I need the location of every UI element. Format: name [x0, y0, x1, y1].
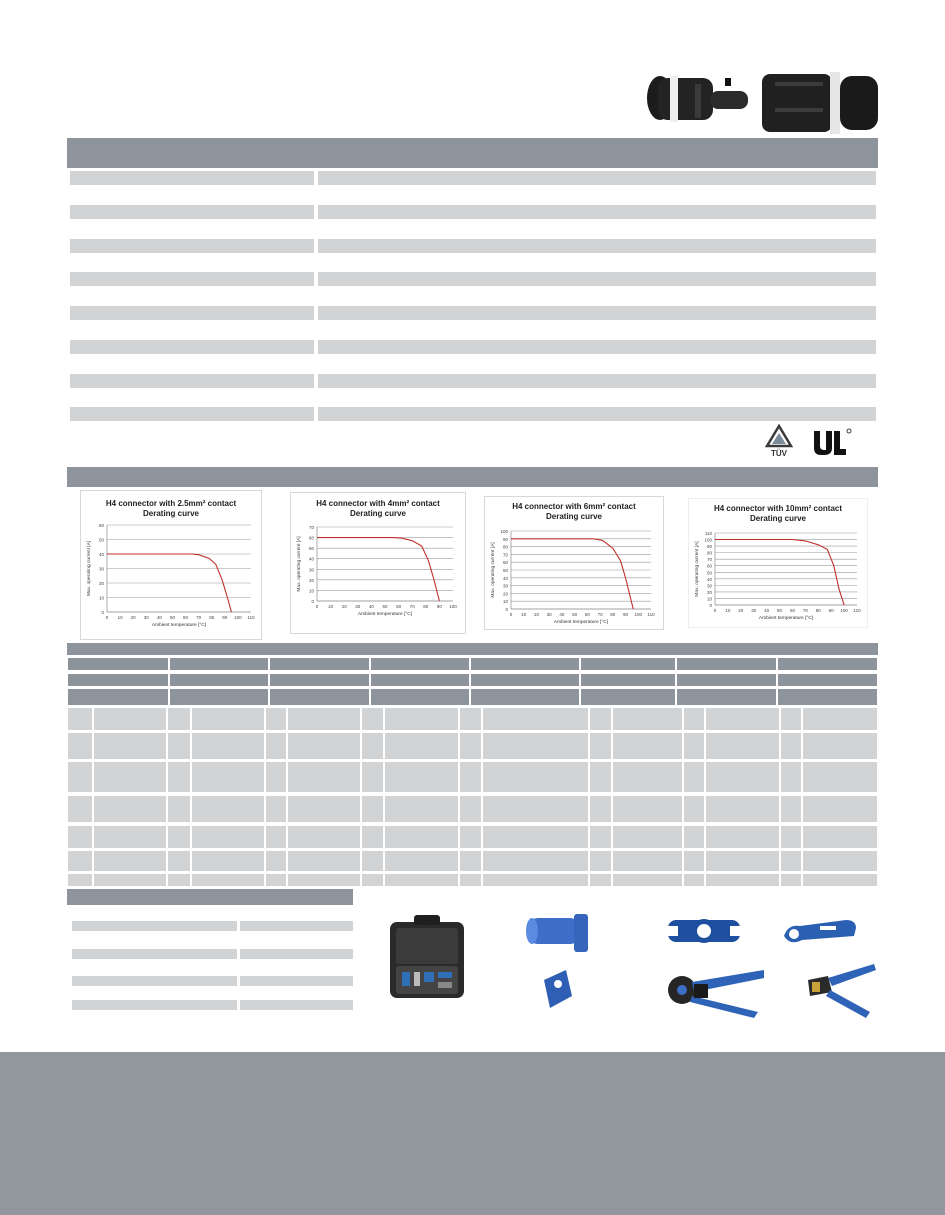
- ordering-cell: [385, 708, 458, 730]
- ordering-cell: [590, 733, 611, 759]
- ordering-header-cell: [68, 674, 168, 686]
- tools-row: [72, 921, 237, 931]
- tools-row: [240, 1000, 353, 1010]
- ordering-cell: [706, 851, 779, 871]
- ordering-header-cell: [68, 689, 168, 705]
- ordering-cell: [68, 874, 92, 886]
- ordering-header-cell: [170, 658, 268, 670]
- ordering-cell: [706, 762, 779, 792]
- spec-table-row: [318, 272, 876, 286]
- y-tick-label: 20: [308, 577, 314, 583]
- ordering-cell: [803, 762, 877, 792]
- ordering-cell: [590, 708, 611, 730]
- ordering-cell: [706, 796, 779, 822]
- ordering-cell: [460, 733, 481, 759]
- ordering-header-cell: [778, 674, 877, 686]
- tools-section-bar: [67, 889, 353, 905]
- x-tick-label: 40: [368, 604, 374, 609]
- ordering-cell: [706, 874, 779, 886]
- ordering-cell: [460, 708, 481, 730]
- y-tick-label: 60: [502, 560, 508, 566]
- y-tick-label: 110: [704, 531, 712, 536]
- y-tick-label: 90: [502, 536, 508, 542]
- ordering-cell: [385, 733, 458, 759]
- ordering-cell: [781, 796, 801, 822]
- x-tick-label: 50: [572, 612, 578, 617]
- ordering-cell: [168, 733, 190, 759]
- ordering-header-cell: [581, 658, 675, 670]
- ordering-table-header: [67, 643, 878, 655]
- chart-4mm: [290, 492, 466, 634]
- x-tick-label: 30: [355, 604, 361, 609]
- y-tick-label: 30: [98, 566, 104, 572]
- ordering-cell: [385, 874, 458, 886]
- derating-chart-4mm: [291, 493, 465, 633]
- y-tick-label: 30: [308, 567, 314, 573]
- ordering-cell: [385, 796, 458, 822]
- y-tick-label: 40: [308, 556, 314, 562]
- ordering-cell: [460, 851, 481, 871]
- ordering-cell: [266, 874, 286, 886]
- x-tick-label: 100: [449, 604, 457, 609]
- y-tick-label: 0: [311, 599, 314, 604]
- ordering-cell: [168, 874, 190, 886]
- x-tick-label: 100: [840, 608, 848, 613]
- ordering-cell: [706, 826, 779, 848]
- tools-row: [240, 921, 353, 931]
- ordering-cell: [266, 733, 286, 759]
- ordering-header-cell: [170, 674, 268, 686]
- ordering-cell: [362, 708, 383, 730]
- tuv-mark-icon: [764, 424, 794, 458]
- ordering-header-cell: [471, 658, 579, 670]
- ordering-header-cell: [270, 674, 369, 686]
- spec-table-row: [318, 306, 876, 320]
- ordering-cell: [590, 762, 611, 792]
- ordering-cell: [94, 826, 166, 848]
- y-tick-label: 10: [98, 595, 104, 601]
- ordering-cell: [613, 733, 682, 759]
- ordering-cell: [266, 826, 286, 848]
- x-tick-label: 90: [828, 608, 834, 613]
- x-tick-label: 70: [597, 612, 603, 617]
- ul-mark-icon: [810, 428, 852, 456]
- ordering-cell: [684, 762, 704, 792]
- ordering-cell: [94, 733, 166, 759]
- x-tick-label: 0: [315, 604, 319, 609]
- ordering-header-cell: [371, 674, 469, 686]
- y-tick-label: 20: [98, 581, 104, 586]
- ordering-header-cell: [581, 689, 675, 705]
- ordering-header-cell: [270, 658, 369, 670]
- ordering-cell: [684, 826, 704, 848]
- ordering-cell: [385, 762, 458, 792]
- spec-table-row: [318, 171, 876, 185]
- ordering-cell: [266, 708, 286, 730]
- y-tick-label: 50: [706, 570, 712, 576]
- ordering-cell: [288, 851, 360, 871]
- chart-title: H4 connector with 6mm² contact: [512, 502, 636, 511]
- spec-table-row: [70, 374, 314, 388]
- ordering-header-cell: [471, 674, 579, 686]
- x-tick-label: 80: [815, 608, 821, 613]
- spec-table-row: [318, 205, 876, 219]
- tools-row: [72, 1000, 237, 1010]
- tuv-label: TÜV: [771, 449, 787, 458]
- x-tick-label: 30: [546, 612, 552, 617]
- spec-table-row: [70, 407, 314, 421]
- spec-table-row: [70, 171, 314, 185]
- y-tick-label: 80: [706, 550, 712, 556]
- x-tick-label: 20: [738, 608, 744, 613]
- ordering-cell: [362, 826, 383, 848]
- x-tick-label: 50: [169, 615, 175, 620]
- chart-subtitle: Derating curve: [349, 509, 407, 518]
- ordering-cell: [68, 733, 92, 759]
- x-tick-label: 40: [764, 608, 770, 613]
- x-tick-label: 110: [647, 612, 655, 617]
- ordering-cell: [68, 851, 92, 871]
- y-tick-label: 70: [502, 552, 508, 558]
- chart-subtitle: Derating curve: [749, 514, 807, 523]
- x-tick-label: 70: [409, 604, 415, 609]
- tools-row: [72, 976, 237, 986]
- ordering-cell: [613, 708, 682, 730]
- ordering-cell: [68, 826, 92, 848]
- x-tick-label: 0: [509, 612, 513, 617]
- x-tick-label: 70: [802, 608, 808, 613]
- ordering-cell: [94, 796, 166, 822]
- y-tick-label: 90: [706, 544, 712, 550]
- x-axis-label: Ambient temperature [°C]: [151, 623, 207, 628]
- ordering-header-cell: [677, 689, 776, 705]
- ordering-cell: [483, 733, 588, 759]
- ordering-cell: [362, 762, 383, 792]
- ordering-cell: [590, 851, 611, 871]
- ordering-cell: [460, 762, 481, 792]
- x-tick-label: 0: [713, 608, 717, 613]
- x-tick-label: 10: [725, 608, 731, 613]
- ordering-cell: [460, 874, 481, 886]
- ordering-cell: [192, 733, 264, 759]
- chart-2-5mm: [80, 490, 262, 640]
- ordering-cell: [168, 708, 190, 730]
- y-tick-label: 40: [706, 576, 712, 582]
- ordering-cell: [803, 708, 877, 730]
- y-tick-label: 20: [502, 591, 508, 597]
- ordering-cell: [192, 874, 264, 886]
- ordering-cell: [483, 874, 588, 886]
- y-tick-label: 100: [704, 537, 712, 543]
- ordering-cell: [781, 762, 801, 792]
- ordering-cell: [288, 762, 360, 792]
- ordering-cell: [483, 851, 588, 871]
- spec-table-row: [318, 340, 876, 354]
- wire-stripper-image: [798, 962, 878, 1020]
- derating-chart-10mm: [689, 499, 867, 627]
- ordering-cell: [385, 826, 458, 848]
- ordering-cell: [266, 851, 286, 871]
- ordering-cell: [288, 826, 360, 848]
- y-tick-label: 60: [98, 523, 104, 528]
- spec-table-header: [67, 138, 878, 168]
- ordering-cell: [781, 708, 801, 730]
- spanner-tool-image: [780, 916, 860, 950]
- x-tick-label: 90: [436, 604, 442, 609]
- y-tick-label: 0: [709, 603, 712, 608]
- x-tick-label: 10: [117, 615, 123, 620]
- spec-table-row: [318, 239, 876, 253]
- chart-title: H4 connector with 2.5mm² contact: [105, 499, 237, 508]
- y-tick-label: 10: [706, 596, 712, 602]
- ordering-cell: [781, 733, 801, 759]
- x-axis-label: Ambient temperature [°C]: [758, 616, 814, 621]
- x-tick-label: 60: [183, 615, 189, 620]
- x-tick-label: 10: [521, 612, 527, 617]
- derating-curve-line: [511, 539, 633, 609]
- ordering-header-cell: [677, 658, 776, 670]
- ordering-cell: [684, 851, 704, 871]
- ordering-cell: [192, 796, 264, 822]
- x-tick-label: 30: [751, 608, 757, 613]
- ordering-cell: [362, 796, 383, 822]
- ordering-cell: [192, 708, 264, 730]
- ordering-cell: [803, 733, 877, 759]
- y-axis-label: Max. operating current [A]: [87, 540, 92, 597]
- derating-chart-6mm: [485, 497, 663, 629]
- tools-row: [240, 949, 353, 959]
- spec-table-row: [70, 340, 314, 354]
- ordering-cell: [590, 874, 611, 886]
- ordering-header-cell: [471, 689, 579, 705]
- x-tick-label: 0: [105, 615, 109, 620]
- ordering-header-cell: [371, 689, 469, 705]
- ordering-cell: [613, 851, 682, 871]
- derating-section-bar: [67, 467, 878, 487]
- ordering-cell: [288, 733, 360, 759]
- ordering-cell: [288, 874, 360, 886]
- spec-table-row: [318, 374, 876, 388]
- y-tick-label: 10: [308, 588, 314, 594]
- ordering-cell: [362, 851, 383, 871]
- ordering-cell: [483, 708, 588, 730]
- ordering-cell: [613, 874, 682, 886]
- ordering-cell: [94, 762, 166, 792]
- spec-table-row: [70, 205, 314, 219]
- x-tick-label: 110: [247, 615, 255, 620]
- y-tick-label: 20: [706, 589, 712, 595]
- x-tick-label: 20: [130, 615, 136, 620]
- spec-table-row: [70, 272, 314, 286]
- ordering-cell: [168, 796, 190, 822]
- ordering-cell: [168, 851, 190, 871]
- ordering-cell: [266, 796, 286, 822]
- ordering-cell: [168, 762, 190, 792]
- ordering-cell: [94, 708, 166, 730]
- y-tick-label: 80: [502, 544, 508, 550]
- y-tick-label: 100: [500, 529, 508, 534]
- x-tick-label: 90: [623, 612, 629, 617]
- ordering-cell: [288, 708, 360, 730]
- chart-title: H4 connector with 4mm² contact: [316, 499, 440, 508]
- ordering-cell: [684, 796, 704, 822]
- ordering-cell: [483, 762, 588, 792]
- crimping-tool-image: [664, 964, 768, 1020]
- ordering-header-cell: [677, 674, 776, 686]
- x-tick-label: 10: [328, 604, 334, 609]
- ordering-cell: [94, 874, 166, 886]
- x-axis-label: Ambient temperature [°C]: [553, 620, 609, 625]
- y-tick-label: 40: [98, 552, 104, 557]
- ordering-header-cell: [170, 689, 268, 705]
- ordering-cell: [266, 762, 286, 792]
- tool-kit-case-image: [388, 914, 466, 1000]
- y-axis-label: Max. operating current [A]: [491, 542, 496, 598]
- ordering-cell: [803, 874, 877, 886]
- y-tick-label: 0: [101, 610, 104, 615]
- x-tick-label: 60: [396, 604, 402, 609]
- y-tick-label: 50: [308, 546, 314, 552]
- unlocking-wrench-image: [664, 910, 744, 952]
- spec-table-row: [70, 306, 314, 320]
- ordering-cell: [613, 826, 682, 848]
- ordering-cell: [613, 796, 682, 822]
- y-tick-label: 40: [502, 575, 508, 581]
- ordering-cell: [803, 826, 877, 848]
- y-tick-label: 60: [308, 535, 314, 541]
- ordering-cell: [803, 851, 877, 871]
- ordering-header-cell: [270, 689, 369, 705]
- ordering-cell: [68, 708, 92, 730]
- ordering-cell: [68, 762, 92, 792]
- ordering-cell: [192, 851, 264, 871]
- ordering-header-cell: [68, 658, 168, 670]
- y-tick-label: 50: [502, 568, 508, 573]
- x-tick-label: 50: [777, 608, 783, 613]
- ordering-header-cell: [581, 674, 675, 686]
- ordering-cell: [385, 851, 458, 871]
- chart-subtitle: Derating curve: [142, 509, 200, 518]
- y-tick-label: 50: [98, 537, 104, 543]
- x-tick-label: 110: [853, 608, 861, 613]
- x-tick-label: 30: [143, 615, 149, 620]
- x-tick-label: 20: [341, 604, 347, 609]
- derating-chart-2-5mm: [81, 491, 261, 639]
- ordering-cell: [706, 708, 779, 730]
- tools-row: [72, 949, 237, 959]
- x-tick-label: 80: [209, 615, 215, 620]
- page-footer-band: [0, 1052, 945, 1215]
- ordering-cell: [684, 708, 704, 730]
- y-tick-label: 30: [706, 583, 712, 589]
- ordering-cell: [781, 826, 801, 848]
- ordering-cell: [192, 762, 264, 792]
- ordering-cell: [68, 796, 92, 822]
- x-tick-label: 60: [789, 608, 795, 613]
- spec-table-row: [70, 239, 314, 253]
- ordering-cell: [362, 874, 383, 886]
- ordering-cell: [684, 733, 704, 759]
- x-tick-label: 100: [234, 615, 242, 620]
- ordering-cell: [483, 826, 588, 848]
- ordering-cell: [781, 851, 801, 871]
- ordering-cell: [168, 826, 190, 848]
- ordering-cell: [460, 796, 481, 822]
- ordering-cell: [288, 796, 360, 822]
- y-tick-label: 70: [308, 525, 314, 530]
- ordering-cell: [362, 733, 383, 759]
- connector-product-image: [640, 68, 885, 140]
- ordering-cell: [590, 796, 611, 822]
- y-tick-label: 30: [502, 583, 508, 589]
- chart-6mm: [484, 496, 664, 630]
- ordering-cell: [590, 826, 611, 848]
- y-tick-label: 10: [502, 599, 508, 605]
- y-axis-label: Max. operating current [A]: [695, 541, 700, 597]
- chart-10mm: [688, 498, 868, 628]
- ordering-cell: [684, 874, 704, 886]
- x-tick-label: 60: [584, 612, 590, 617]
- blue-tag-tool-image: [540, 966, 576, 1012]
- ordering-header-cell: [778, 658, 877, 670]
- x-axis-label: Ambient temperature [°C]: [357, 612, 413, 617]
- ordering-header-cell: [778, 689, 877, 705]
- blue-sleeve-tool-image: [524, 910, 594, 954]
- ordering-cell: [483, 796, 588, 822]
- x-tick-label: 40: [156, 615, 162, 620]
- ordering-cell: [192, 826, 264, 848]
- y-tick-label: 0: [505, 607, 508, 612]
- x-tick-label: 80: [610, 612, 616, 617]
- ordering-cell: [706, 733, 779, 759]
- spec-table-row: [318, 407, 876, 421]
- x-tick-label: 70: [196, 615, 202, 620]
- ordering-cell: [803, 796, 877, 822]
- x-tick-label: 80: [423, 604, 429, 609]
- ordering-cell: [94, 851, 166, 871]
- y-tick-label: 70: [706, 557, 712, 563]
- x-tick-label: 40: [559, 612, 565, 617]
- y-axis-label: Max. operating current [A]: [297, 536, 302, 592]
- x-tick-label: 50: [382, 604, 388, 609]
- ordering-cell: [460, 826, 481, 848]
- chart-title: H4 connector with 10mm² contact: [713, 504, 843, 513]
- chart-subtitle: Derating curve: [545, 512, 603, 521]
- ordering-cell: [613, 762, 682, 792]
- ordering-header-cell: [371, 658, 469, 670]
- x-tick-label: 90: [222, 615, 228, 620]
- y-tick-label: 60: [706, 563, 712, 569]
- ordering-cell: [781, 874, 801, 886]
- x-tick-label: 20: [533, 612, 539, 617]
- tools-row: [240, 976, 353, 986]
- x-tick-label: 100: [634, 612, 643, 617]
